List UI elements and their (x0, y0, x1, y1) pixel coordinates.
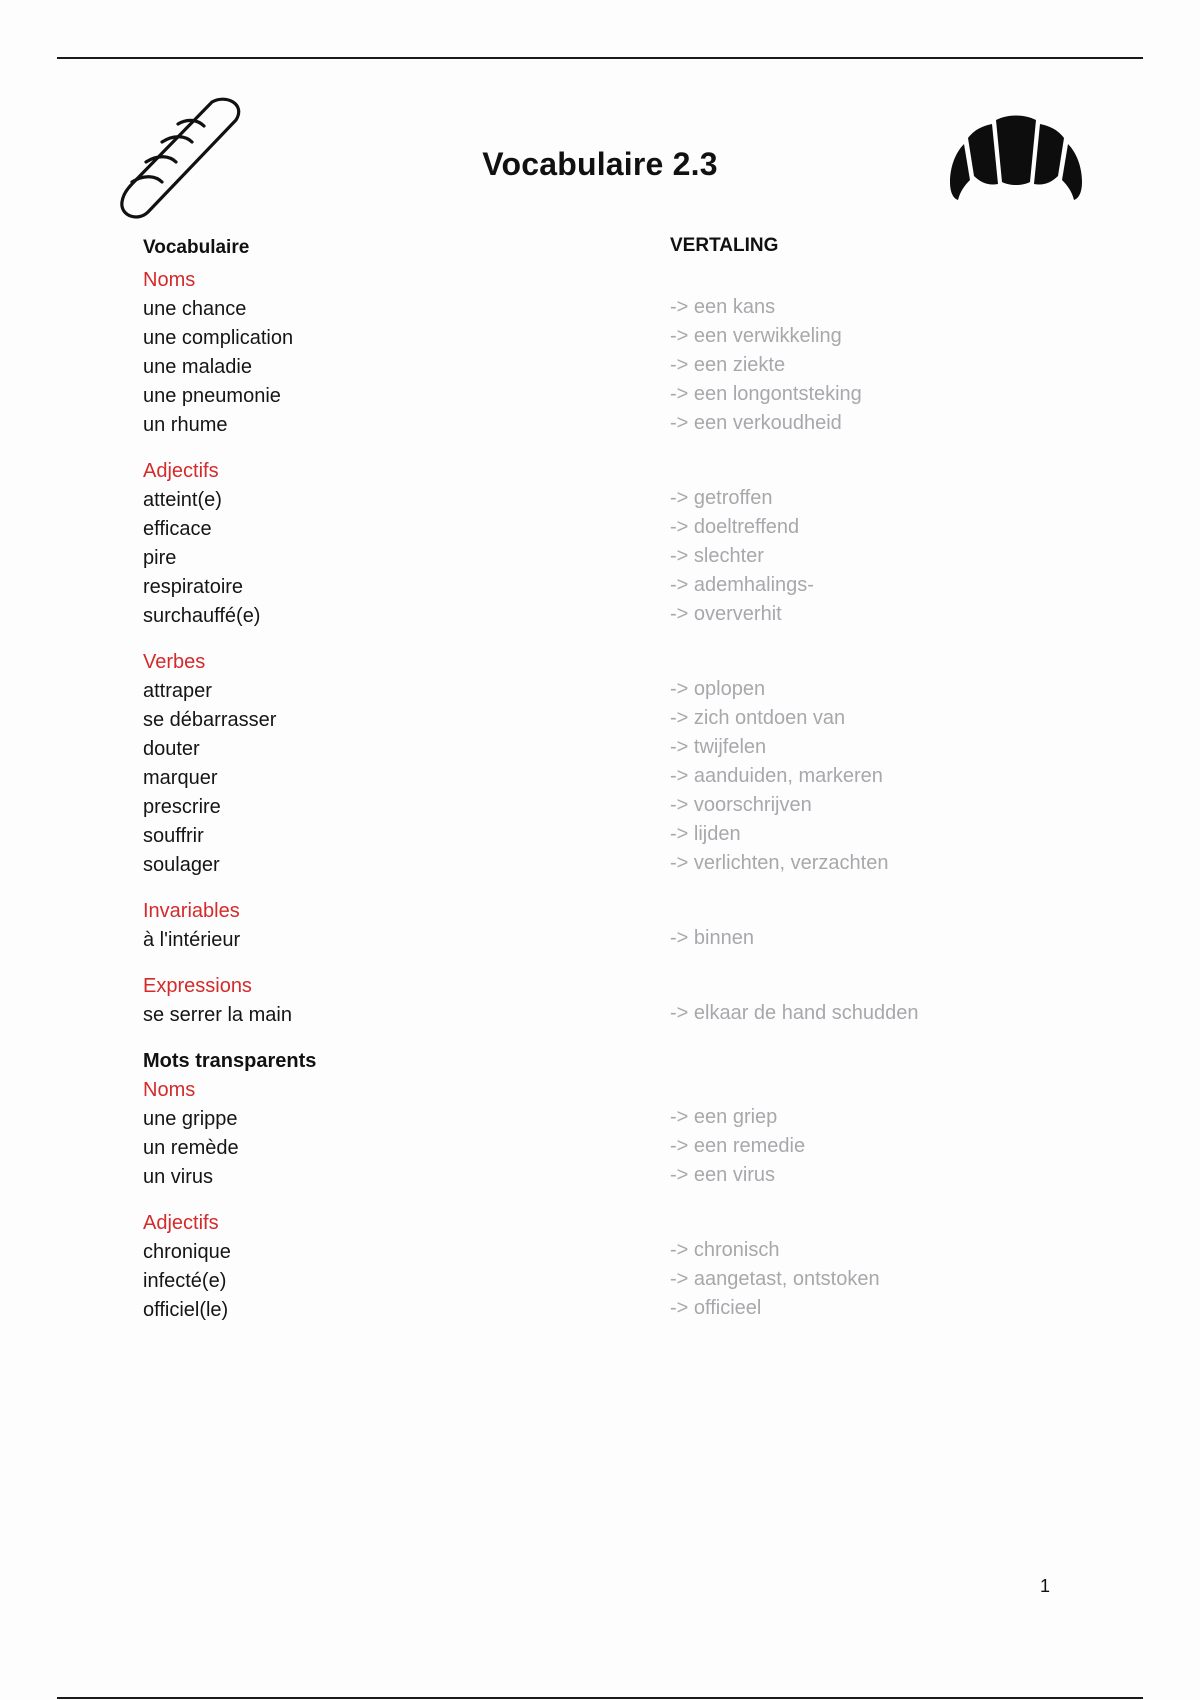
vocab-term: surchauffé(e) (143, 605, 261, 627)
top-rule (57, 57, 1143, 59)
vocab-term: une grippe (143, 1108, 238, 1130)
vocab-term: une chance (143, 298, 247, 320)
vocab-term: un virus (143, 1166, 214, 1188)
vocab-translation: -> aanduiden, markeren (670, 765, 883, 787)
croissant-icon (950, 110, 1082, 208)
category-heading: Noms (143, 269, 196, 291)
vocab-term: une complication (143, 327, 294, 349)
column-header-vocabulaire: Vocabulaire (143, 237, 250, 258)
vocab-term: efficace (143, 518, 212, 540)
vocab-translation: -> voorschrijven (670, 794, 812, 816)
column-header-vertaling: VERTALING (670, 235, 779, 256)
vocab-term: officiel(le) (143, 1299, 229, 1321)
vocab-translation: -> een kans (670, 296, 776, 318)
vocab-translation: -> twijfelen (670, 736, 767, 758)
vocab-translation: -> officieel (670, 1297, 762, 1319)
vocab-translation: -> getroffen (670, 487, 773, 509)
category-heading: Adjectifs (143, 1212, 219, 1234)
vocab-term: une maladie (143, 356, 252, 378)
vocab-translation: -> slechter (670, 545, 764, 567)
vocab-translation: -> een verwikkeling (670, 325, 842, 347)
category-heading: Expressions (143, 975, 252, 997)
category-heading: Adjectifs (143, 460, 219, 482)
vocab-translation: -> lijden (670, 823, 741, 845)
vocab-term: un rhume (143, 414, 228, 436)
vocab-term: à l'intérieur (143, 929, 241, 951)
vocab-translation: -> oververhit (670, 603, 782, 625)
vocab-term: pire (143, 547, 177, 569)
vocab-translation: -> doeltreffend (670, 516, 800, 538)
vocab-term: infecté(e) (143, 1270, 227, 1292)
category-heading: Invariables (143, 900, 240, 922)
vocab-term: se serrer la main (143, 1004, 292, 1026)
category-heading: Noms (143, 1079, 196, 1101)
vocab-translation: -> een longontsteking (670, 383, 862, 405)
page-title: Vocabulaire 2.3 (482, 146, 718, 182)
vocab-translation: -> aangetast, ontstoken (670, 1268, 880, 1290)
vocab-term: un remède (143, 1137, 239, 1159)
vocab-translation: -> een ziekte (670, 354, 786, 376)
vocab-term: atteint(e) (143, 489, 222, 511)
vocab-translation: -> zich ontdoen van (670, 707, 846, 729)
vocab-translation: -> een verkoudheid (670, 412, 842, 434)
vocab-term: attraper (143, 680, 212, 702)
vocab-term: soulager (143, 854, 220, 876)
vocab-translation: -> een virus (670, 1164, 776, 1186)
vocab-translation: -> een remedie (670, 1135, 806, 1157)
vocab-translation: -> binnen (670, 927, 754, 949)
vocab-term: marquer (143, 767, 218, 789)
vocab-translation: -> verlichten, verzachten (670, 852, 889, 874)
vocab-term: chronique (143, 1241, 231, 1263)
vocab-term: douter (143, 738, 200, 760)
category-heading: Verbes (143, 651, 206, 673)
vocab-term: se débarrasser (143, 709, 277, 731)
vocab-translation: -> ademhalings- (670, 574, 814, 596)
vocab-translation: -> chronisch (670, 1239, 780, 1261)
vocab-translation: -> een griep (670, 1106, 778, 1128)
vocab-term: prescrire (143, 796, 221, 818)
vocab-translation: -> elkaar de hand schudden (670, 1002, 919, 1024)
vocab-term: souffrir (143, 825, 204, 847)
vocab-translation: -> oplopen (670, 678, 766, 700)
section-heading: Mots transparents (143, 1050, 317, 1072)
page-number: 1 (1040, 1576, 1051, 1596)
vocab-term: respiratoire (143, 576, 244, 598)
bottom-rule (57, 1697, 1143, 1699)
vocab-term: une pneumonie (143, 385, 281, 407)
